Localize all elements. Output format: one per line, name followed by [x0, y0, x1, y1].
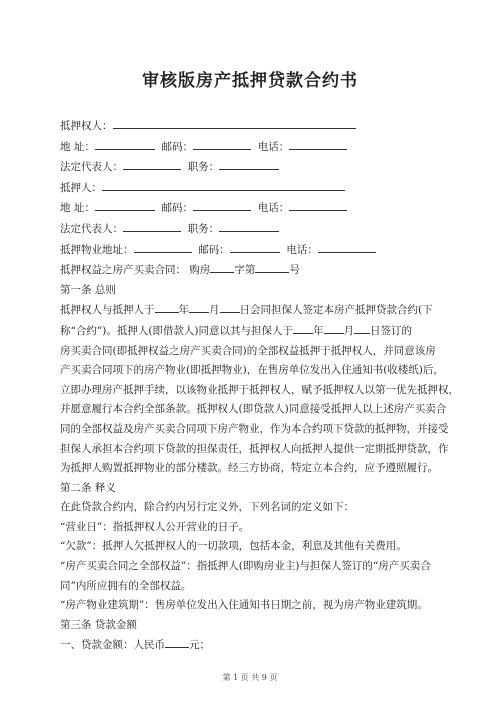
- contract-ref-line: [60, 260, 448, 281]
- position-label: 职务：: [187, 222, 220, 235]
- phone-label: 电话：: [257, 202, 290, 215]
- mortgagee-address-line: [60, 137, 448, 158]
- article1-heading: 第一条 总则: [60, 283, 116, 296]
- position-blank: [219, 219, 279, 232]
- postcode-blank: [193, 137, 251, 150]
- contract-no-label: 号: [289, 264, 300, 277]
- article1-line-2: 称“合约”)。抵押人(即借款人)同意以其与担保人于 年 月 日签订的: [60, 321, 448, 342]
- property-address-label: 抵押物业地址：: [60, 243, 134, 256]
- article2-heading: 第二条 释义: [60, 481, 116, 494]
- mortgagee-blank: [113, 116, 356, 129]
- contract-house-blank: [210, 260, 234, 273]
- definition-rights-line-2: 同”内所应拥有的全部权益。: [60, 579, 192, 592]
- contract-body: [60, 116, 459, 656]
- loan-amount-blank: [165, 635, 189, 648]
- phone-label: 电话：: [286, 243, 318, 256]
- mortgagor-line: [60, 178, 448, 199]
- phone-label: 电话：: [257, 140, 290, 153]
- phone-blank: [318, 240, 376, 253]
- loan-amount-label: 一、贷款金额：人民币: [60, 639, 165, 652]
- property-address-blank: [134, 240, 192, 253]
- legal-rep-blank: [123, 157, 181, 170]
- document-title: 审核版房产抵押贷款合约书: [142, 71, 358, 91]
- phone-blank: [289, 198, 347, 211]
- article3-heading: 第三条 贷款金额: [60, 618, 137, 631]
- mortgagee-rep-line: [60, 157, 448, 178]
- loan-amount-line: [60, 635, 448, 656]
- definition-business-day: “营业日”：指抵押权人公开营业的日子。: [60, 520, 250, 533]
- article1-line-6: 并愿意履行本合约全部条款。抵押权人(即贷款人)同意接受抵押人以上述房产买卖合: [60, 403, 447, 416]
- definition-arrears: “欠款”：抵押人欠抵押权人的一切款项，包括本金，利息及其他有关费用。: [60, 540, 407, 553]
- article1-line-9: 为抵押人购置抵押物业的部分楼款。经三方协商，特定立本合约，应予遵照履行。: [60, 462, 438, 475]
- mortgagee-line: [60, 116, 448, 137]
- article1-line-3: 房买卖合同(即抵押权益之房产买卖合同)的全部权益抵押于抵押权人，并同意该房: [60, 344, 436, 357]
- address-label: 地 址：: [60, 202, 95, 215]
- page-number: 第 1 页 共 9 页: [222, 673, 278, 682]
- address-blank: [95, 137, 155, 150]
- loan-amount-unit: 元；: [189, 639, 210, 652]
- postcode-label: 邮码：: [161, 140, 194, 153]
- postcode-label: 邮码：: [198, 243, 230, 256]
- mortgagor-rep-line: [60, 219, 448, 240]
- postcode-blank: [193, 198, 251, 211]
- address-blank: [95, 198, 155, 211]
- contract-label: 抵押权益之房产买卖合同：: [60, 264, 186, 277]
- mortgagor-address-line: [60, 198, 448, 219]
- article1-line-4: 产买卖合同项下的房产物业(即抵押物业)，在售房单位发出入住通知书(收楼纸)后，: [60, 364, 444, 377]
- position-label: 职务：: [187, 161, 220, 174]
- property-address-line: [60, 240, 448, 261]
- contract-house-label: 购房: [189, 264, 211, 277]
- legal-rep-blank: [123, 219, 181, 232]
- article1-line-1: 抵押权人与抵押人于 年 月 日会同担保人签定本房产抵押贷款合约(下: [60, 300, 448, 321]
- mortgagor-blank: [102, 178, 345, 191]
- postcode-blank: [230, 240, 280, 253]
- address-label: 地 址：: [60, 140, 95, 153]
- legal-rep-label: 法定代表人：: [60, 222, 123, 235]
- article2-intro: 在此贷款合约内，除合约内另行定义外，下列名词的定义如下：: [60, 501, 354, 514]
- article1-line-7: 同的全部权益及房产买卖合同项下房产物业，作为本合约项下贷款的抵押物，并接受: [60, 422, 449, 435]
- postcode-label: 邮码：: [161, 202, 194, 215]
- position-blank: [219, 157, 279, 170]
- mortgagee-label: 抵押权人：: [60, 120, 113, 132]
- legal-rep-label: 法定代表人：: [60, 161, 123, 174]
- contract-word-label: 字第: [234, 264, 256, 277]
- article1-line-8: 担保人承担本合约项下贷款的担保责任，抵押权人向抵押人提供一定期抵押贷款，作: [60, 442, 449, 455]
- definition-rights-line-1: “房产买卖合同之全部权益”：指抵押人(即购房业主)与担保人签订的“房产买卖合: [60, 560, 431, 573]
- article1-line-5: 立即办理房产抵押手续，以该物业抵押于抵押权人，赋予抵押权人以第一优先抵押权，: [60, 383, 459, 396]
- definition-construction-period: “房产物业建筑期”：售房单位发出入住通知书日期之前，视为房产物业建筑期。: [60, 599, 428, 612]
- contract-number-blank: [255, 260, 289, 273]
- mortgagor-label: 抵押人：: [60, 181, 102, 194]
- phone-blank: [289, 137, 347, 150]
